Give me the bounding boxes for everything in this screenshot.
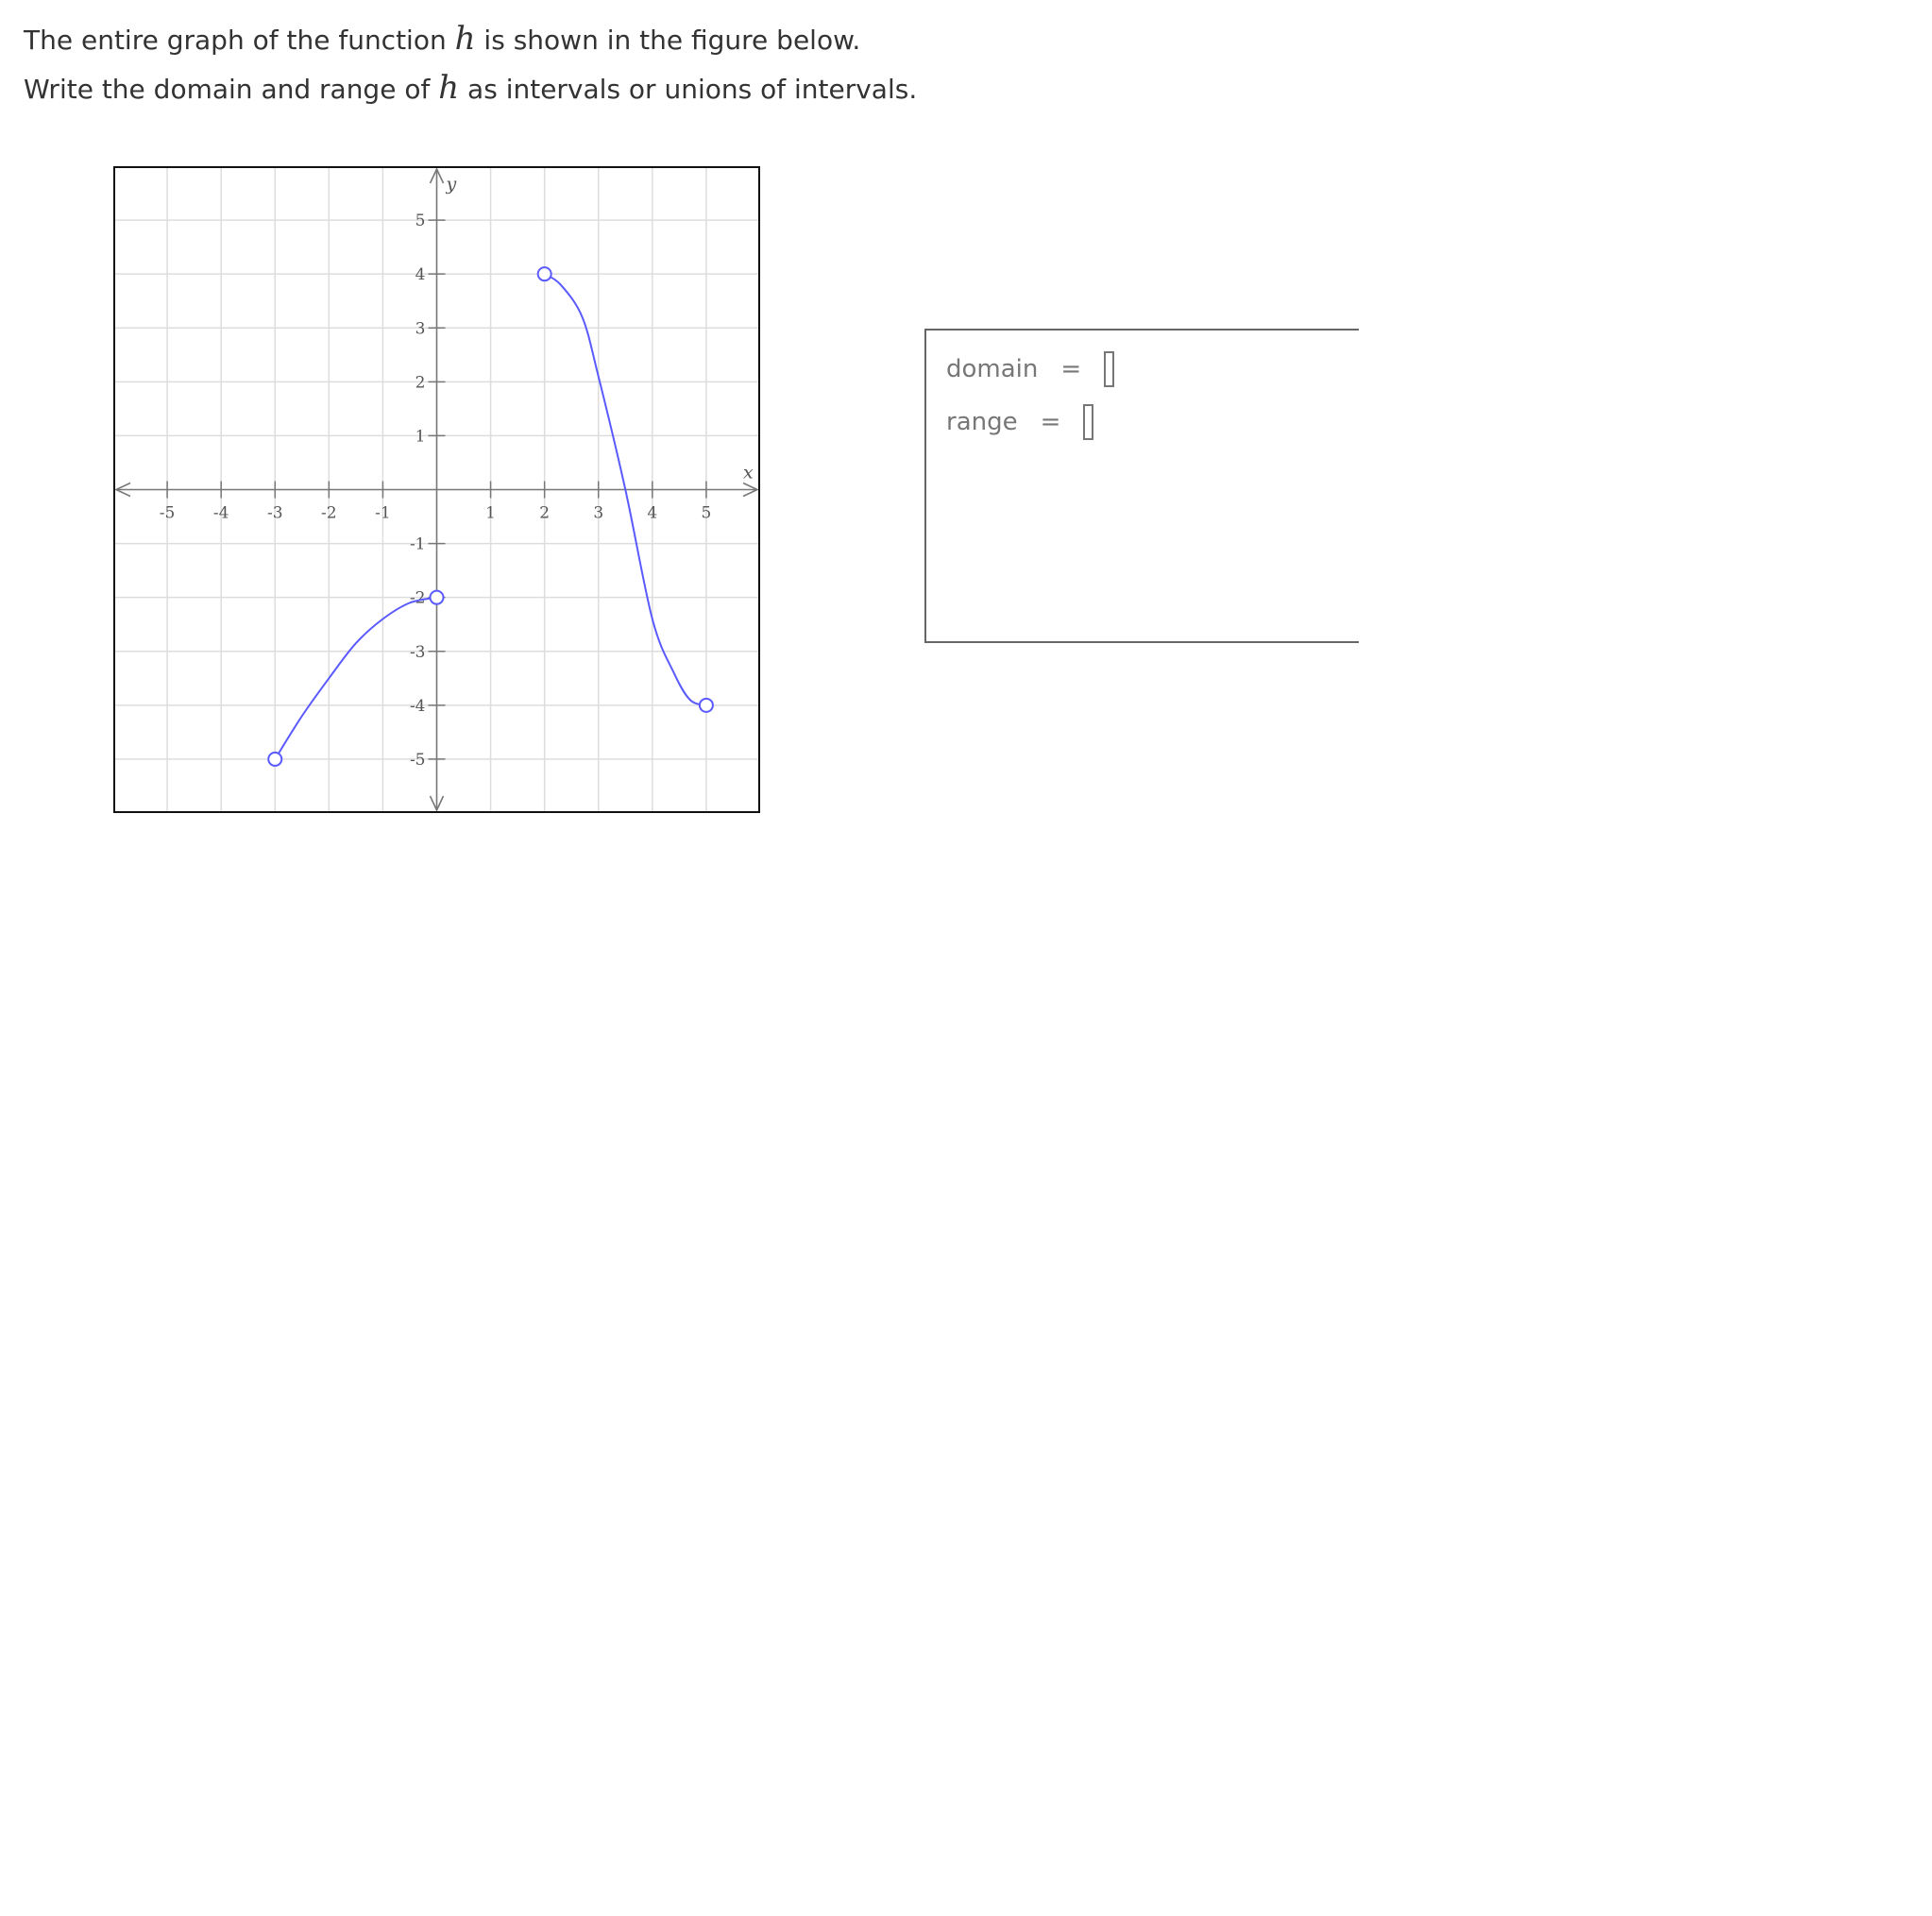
endpoint-open-circle — [431, 591, 444, 604]
y-tick-label: -2 — [409, 588, 426, 608]
y-tick-label: -3 — [409, 642, 426, 662]
x-tick-label: 2 — [539, 503, 551, 523]
y-tick-label: 1 — [415, 427, 426, 447]
domain-input[interactable] — [1104, 351, 1114, 387]
x-tick-label: -2 — [321, 503, 337, 523]
function-graph — [113, 166, 760, 813]
y-tick-label: -5 — [409, 750, 426, 770]
y-tick-label: 2 — [415, 373, 426, 393]
x-tick-label: 5 — [701, 503, 712, 523]
function-variable: h — [438, 69, 460, 107]
endpoint-open-circle — [538, 267, 551, 280]
y-axis-label: y — [446, 174, 457, 195]
range-row — [946, 404, 1093, 440]
x-tick-label: -4 — [212, 503, 229, 523]
range-label: range — [946, 408, 1018, 436]
endpoint-open-circle — [700, 699, 713, 712]
x-tick-label: -1 — [375, 503, 391, 523]
prompt-text: Write the domain and range of — [24, 74, 439, 105]
y-tick-label: -4 — [409, 696, 426, 716]
function-variable: h — [454, 20, 476, 58]
y-tick-label: 3 — [415, 319, 426, 339]
endpoint-open-circle — [268, 753, 281, 766]
x-tick-label: 3 — [593, 503, 604, 523]
range-input[interactable] — [1083, 404, 1093, 440]
y-tick-label: 4 — [415, 265, 426, 285]
answer-panel — [924, 329, 1359, 643]
x-tick-label: -5 — [159, 503, 176, 523]
prompt-text: is shown in the figure below. — [475, 25, 861, 56]
x-tick-label: -3 — [266, 503, 283, 523]
question-prompt — [24, 15, 917, 113]
x-tick-label: 4 — [647, 503, 658, 523]
prompt-line-1 — [24, 15, 917, 64]
domain-row — [946, 351, 1114, 387]
equals-sign: = — [1040, 408, 1061, 436]
prompt-text: as intervals or unions of intervals. — [459, 74, 918, 105]
x-axis-label: x — [743, 462, 754, 483]
equals-sign: = — [1060, 355, 1082, 383]
x-tick-label: 1 — [485, 503, 496, 523]
domain-label: domain — [946, 355, 1039, 383]
y-tick-label: 5 — [415, 212, 426, 231]
prompt-text: The entire graph of the function — [24, 25, 455, 56]
prompt-line-2 — [24, 64, 917, 113]
curve-segment — [275, 598, 436, 759]
y-tick-label: -1 — [409, 534, 426, 554]
